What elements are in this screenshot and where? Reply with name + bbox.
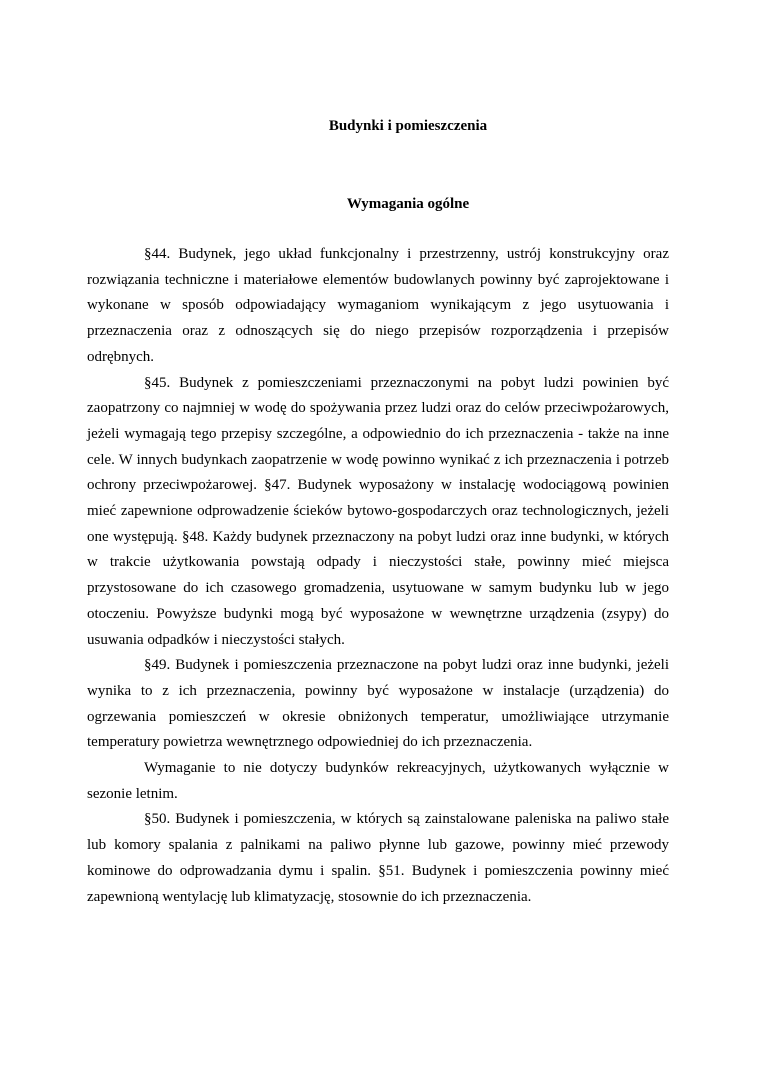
paragraph-49: §49. Budynek i pomieszczenia przeznaczone na pobyt ludzi oraz inne budynki, jeżeli wynika to z ich przeznaczenia, powinny być wyposażone w instalacje (urządzenia) do ogrzewania pomieszczeń w okresie obniżonych temperatur, umożliwiające utrzymanie temperatury powietrza wewnętrznego odpowiedniej do ich przeznaczenia. bbox=[87, 657, 669, 751]
paragraph-50: §50. Budynek i pomieszczenia, w których są zainstalowane paleniska na paliwo stałe lub komory spalania z palnikami na paliwo płynne lub gazowe, powinny mieć przewody kominowe do odprowadzania dymu i spalin. §51. Budynek i pomieszczenia powinny mieć zapewnioną wentylację lub klimatyzację, stosownie do ich przeznaczenia. bbox=[87, 811, 669, 905]
section-subtitle: Wymagania ogólne bbox=[346, 196, 470, 212]
paragraph-exception: Wymaganie to nie dotyczy budynków rekreacyjnych, użytkowanych wyłącznie w sezonie letnim. bbox=[87, 760, 669, 802]
document-title: Budynki i pomieszczenia bbox=[328, 118, 488, 134]
paragraph-44: §44. Budynek, jego układ funkcjonalny i przestrzenny, ustrój konstrukcyjny oraz rozwiązania techniczne i materiałowe elementów budowlanych powinny być zaprojektowane i wykonane w sposób odpowiadający wymaganiom wynikającym z jego usytuowania i przeznaczenia oraz z odnoszących się do niego przepisów rozporządzenia i przepisów odrębnych. bbox=[87, 246, 669, 365]
document-body bbox=[87, 242, 669, 910]
paragraph-45: §45. Budynek z pomieszczeniami przeznaczonymi na pobyt ludzi powinien być zaopatrzony co najmniej w wodę do spożywania przez ludzi oraz do celów przeciwpożarowych, jeżeli wymagają tego przepisy szczególne, a odpowiednio do ich przeznaczenia - także na inne cele. W innych budynkach zaopatrzenie w wodę powinno wynikać z ich przeznaczenia i potrzeb ochrony przeciwpożarowej. §47. Budynek wyposażony w instalację wodociągową powinien mieć zapewnione odprowadzenie ścieków bytowo-gospodarczych oraz technologicznych, jeżeli one występują. §48. Każdy budynek przeznaczony na pobyt ludzi oraz inne budynki, w których w trakcie użytkowania powstają odpady i nieczystości stałe, powinny mieć miejsca przystosowane do ich czasowego gromadzenia, usytuowane w samym budynku lub w jego otoczeniu. Powyższe budynki mogą być wyposażone w wewnętrzne urządzenia (zsypy) do usuwania odpadków i nieczystości stałych. bbox=[87, 374, 669, 648]
